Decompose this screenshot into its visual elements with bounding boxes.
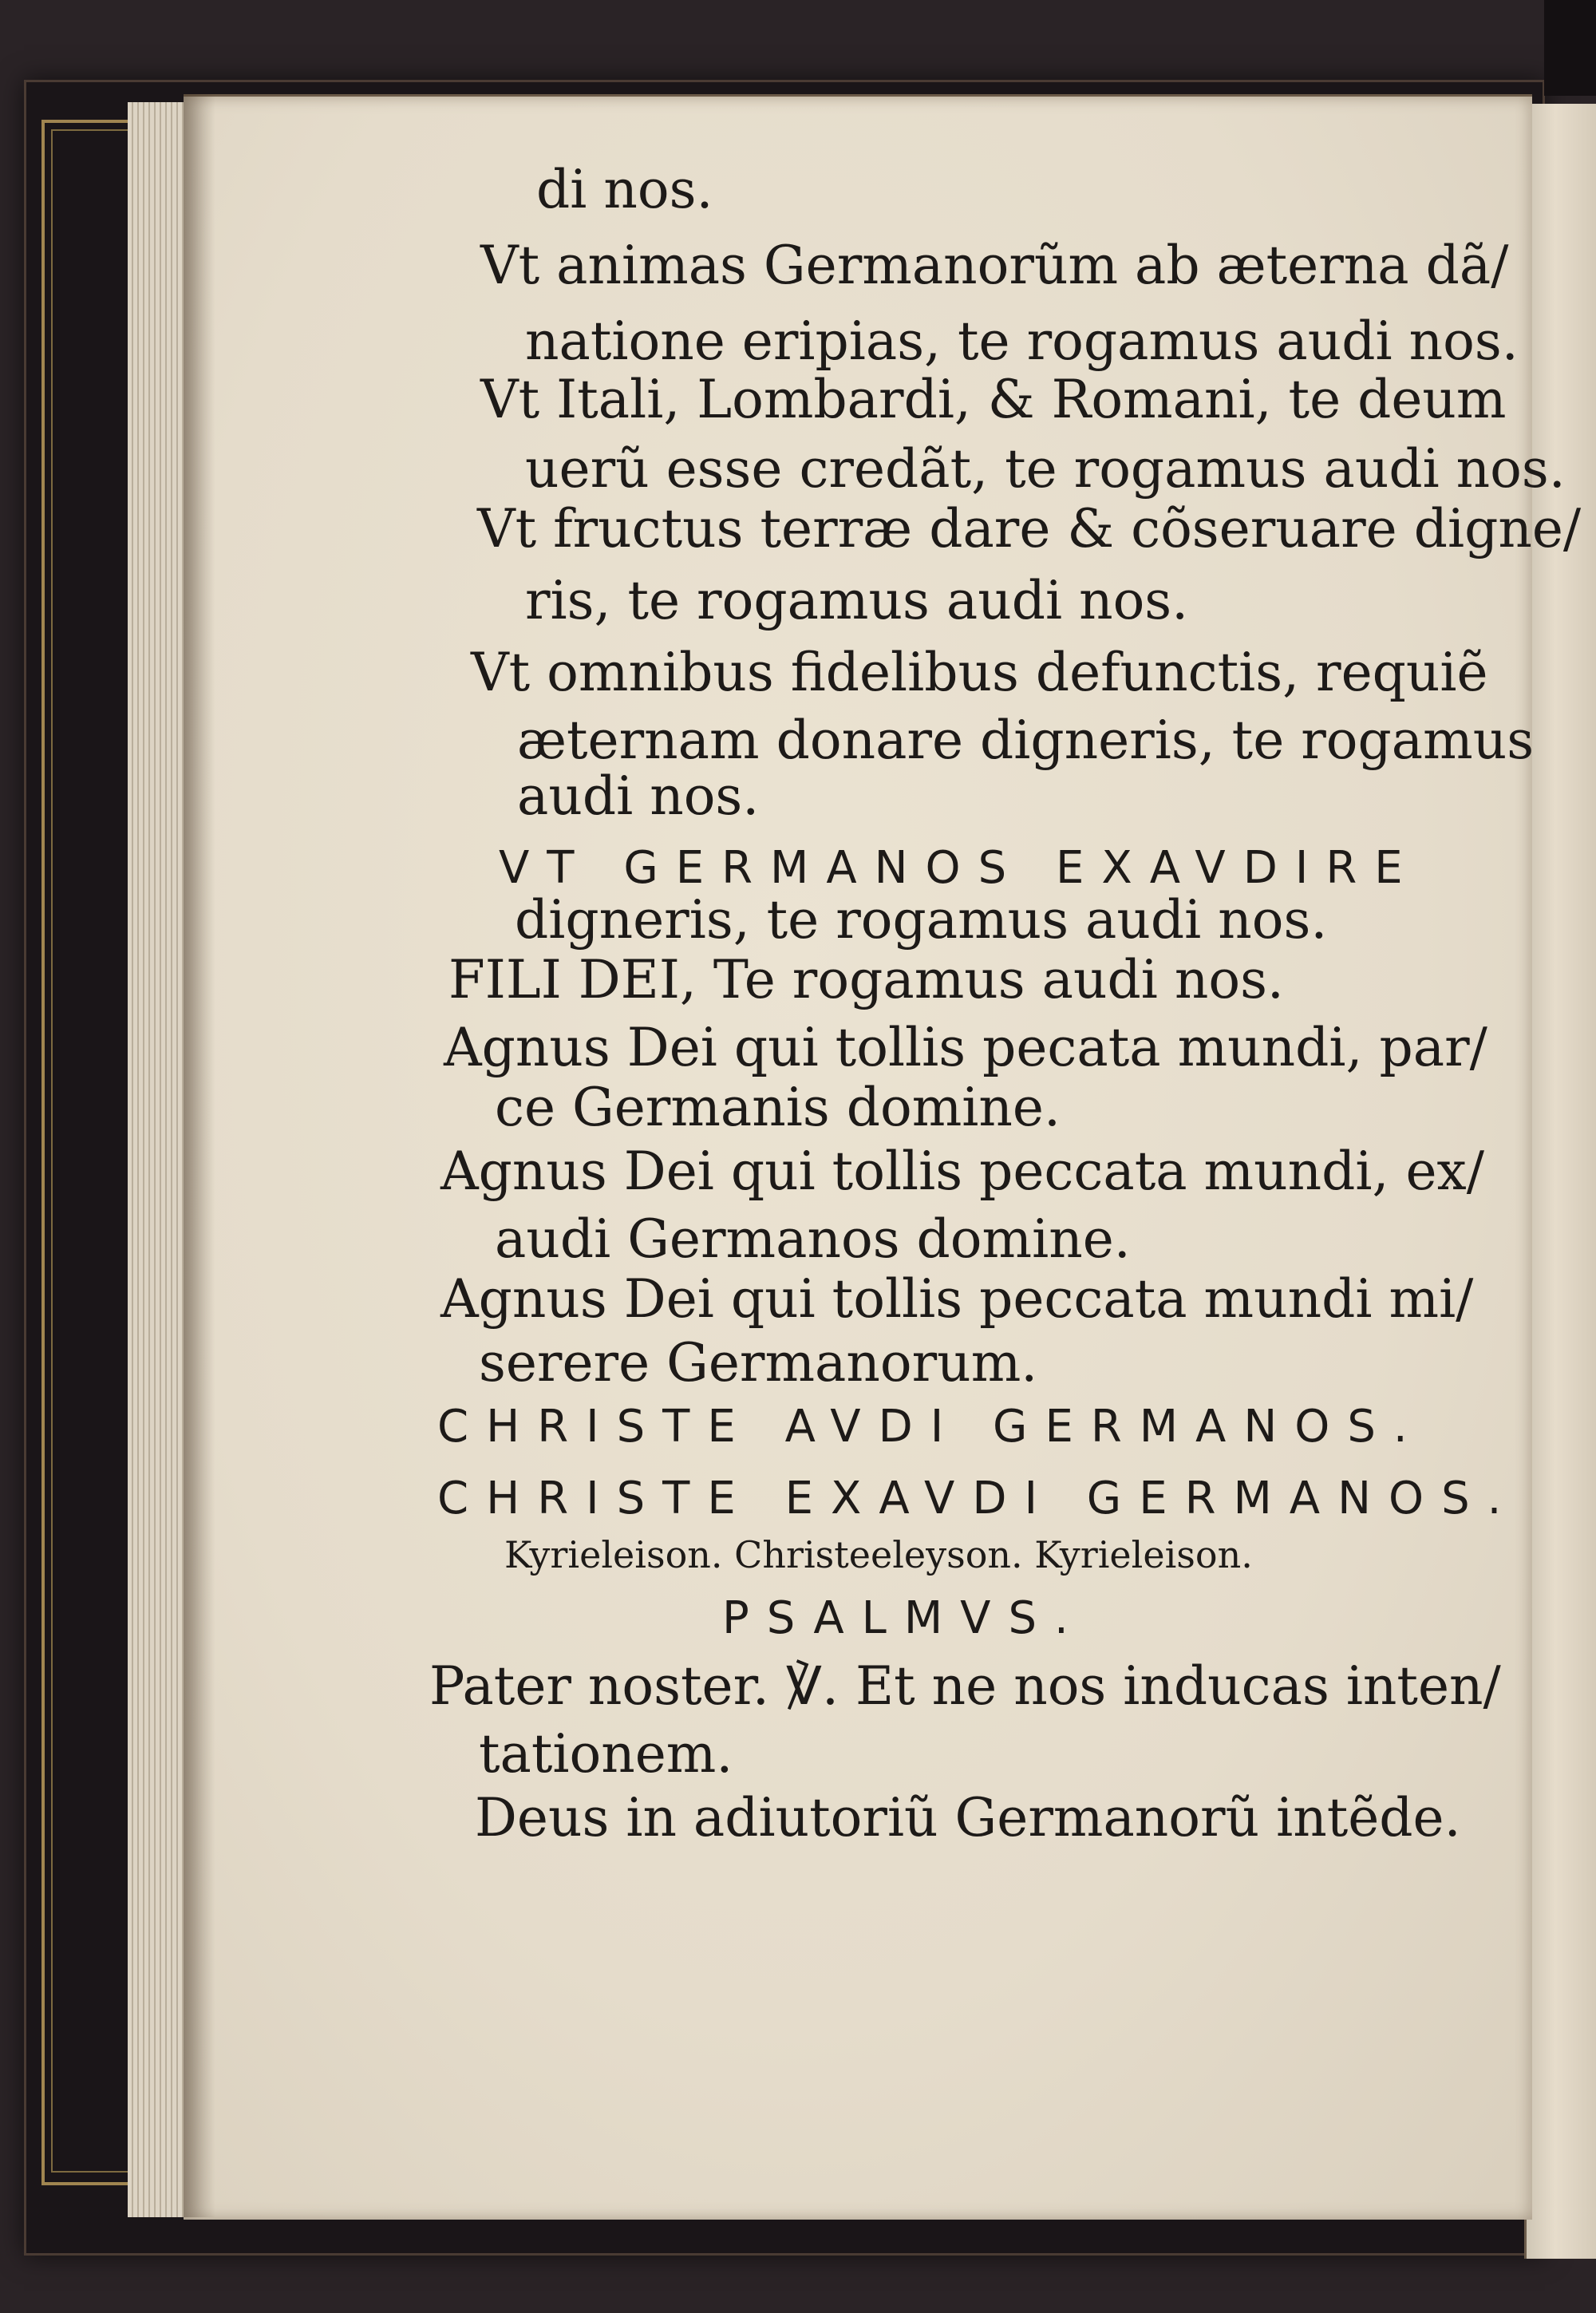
text-line: serere Germanorum. [479, 1332, 1038, 1394]
text-line: Vt fructus terræ dare & cõseruare digne/ [477, 498, 1582, 559]
text-line: CHRISTE EXAVDI GERMANOS. [437, 1473, 1519, 1524]
text-line: CHRISTE AVDI GERMANOS. [437, 1401, 1425, 1453]
text-line: Vt Itali, Lombardi, & Romani, te deum [480, 369, 1507, 430]
text-line: Agnus Dei qui tollis pecata mundi, par/ [444, 1017, 1487, 1078]
text-line: Agnus Dei qui tollis peccata mundi, ex/ [440, 1141, 1484, 1202]
text-line: VT GERMANOS EXAVDIRE [499, 842, 1420, 894]
text-line: Vt animas Germanorũm ab æterna dã/ [480, 235, 1509, 296]
text-line: PSALMVS. [722, 1592, 1086, 1644]
text-line: Deus in adiutoriũ Germanorũ intẽde. [475, 1787, 1461, 1848]
text-line: digneris, te rogamus audi nos. [515, 889, 1328, 951]
text-line: FILI DEI, Te rogamus audi nos. [448, 949, 1284, 1010]
text-line: ce Germanis domine. [495, 1077, 1061, 1138]
text-line: Pater noster. ℣. Et ne nos inducas inten/ [429, 1655, 1501, 1717]
text-line: Agnus Dei qui tollis peccata mundi mi/ [440, 1268, 1474, 1330]
text-line: tationem. [479, 1723, 733, 1785]
text-line: di nos. [536, 159, 713, 220]
text-line: audi nos. [517, 765, 760, 827]
text-line: natione eripias, te rogamus audi nos. [525, 310, 1519, 372]
text-line: ris, te rogamus audi nos. [525, 570, 1189, 631]
text-line: Kyrieleison. Christeeleyson. Kyrieleison. [504, 1533, 1253, 1576]
text-line: audi Germanos domine. [495, 1208, 1131, 1270]
text-line: æternam donare digneris, te rogamus [517, 710, 1535, 771]
text-line: Vt omnibus fidelibus defunctis, requiẽ [471, 642, 1488, 703]
text-line: uerũ esse credãt, te rogamus audi nos. [525, 438, 1566, 500]
